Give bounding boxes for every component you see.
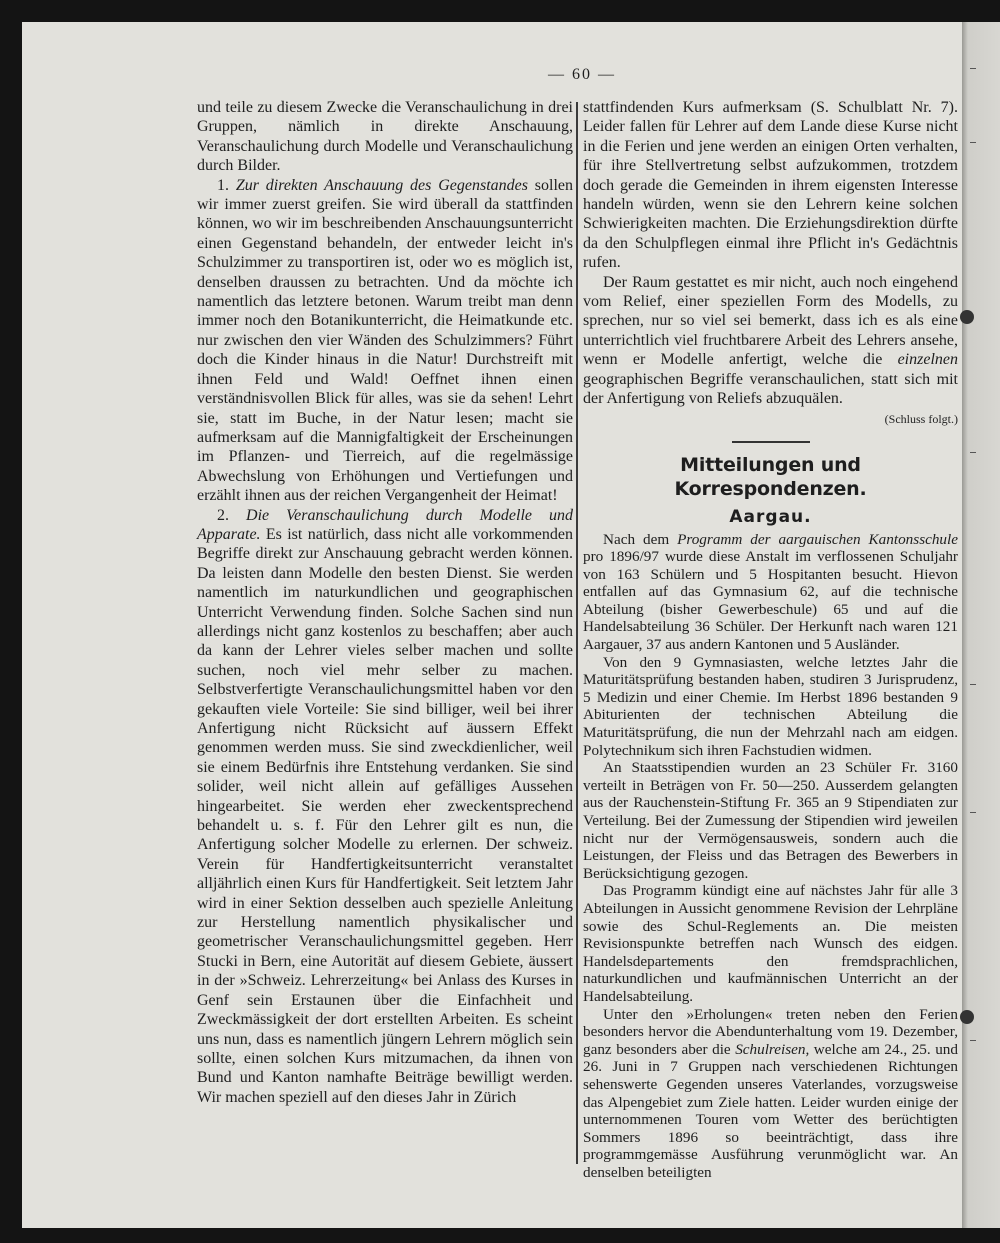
section-title: Mitteilungen und Korrespondenzen. [674,453,867,500]
paragraph-text: Es ist natürlich, dass nicht alle vorkommenden Begriffe direkt zur Anschauung gebracht werden können. Da leisten dann Modelle den besten Dienst. Sie werden namentlich im naturkundlichen und geographischen Unterricht Verwendung finden. Solche Sachen sind nun allerdings nicht ganz kostenlos zu beschaffen; aber auch da kann der Lehrer vieles selber machen und sollte suchen, noch viel mehr selber zu machen. Selbstverfertigte Veranschaulichungsmittel haben vor den gekauften viele Vorteile: Sie sind billiger, weil bei ihrer Anfertigung nicht Rücksicht auf äussern Effekt genommen werden muss. Sie sind zweckdienlicher, weil sie einem Bedürfnis ihre Entstehung verdanken. Sie sind solider, weil nicht allein auf gefälliges Aussehen hingearbeitet. Sie werden eher zweckentsprechend behandelt u. s. f. Für den Lehrer gilt es nun, die Anfertigung solcher Modelle zu erlernen. Der schweiz. Verein für Handfertigkeitsunterricht veranstaltet alljährlich einen Kurs für Handfertigkeit. Seit letztem Jahr wird in einer Sektion desselben auch spezielle Anleitung zur Herstellung namentlich physikalischer und geometrischer Veranschaulichungsmittel gegeben. Herr Stucki in Bern, eine Autorität auf diesem Gebiete, äussert in der »Schweiz. Lehrerzeitung« bei Anlass des Kurses in Genf sein Erstaunen über die Einfachheit und Zweckmässigkeit der dort erstellten Arbeiten. Es scheint uns nun, dass es namentlich jüngern Lehrern möglich sein sollte, einen solchen Kurs mitzumachen, da ihnen von Bund und Kanton namhafte Beiträge bewilligt werden. Wir machen speziell auf den dieses Jahr in Zürich [197,525,573,1106]
left-column [197,98,573,1107]
paragraph-models [197,506,573,1108]
binding-hole [960,310,974,324]
list-number: 2. [217,506,247,524]
paragraph-intro: und teile zu diesem Zwecke die Veranschaulichung in drei Gruppen, nämlich in direkte Anschauung, Veranschaulichung durch Modelle und Veranschaulichung durch Bilder. [197,99,573,175]
paragraph-direct-observation [197,176,573,506]
continuation-note: (Schluss folgt.) [884,411,958,426]
binding-hole [960,1010,974,1024]
emphasis-text: Programm der aargauischen Kantonsschule [677,530,958,548]
paragraph-graduates: Von den 9 Gymnasiasten, welche letztes Jahr die Maturitätsprüfung bestanden haben, studiren 3 Jurisprudenz, 5 Medizin und einer Chemie. Im Herbst 1896 bestanden 9 Abiturienten der technischen Abteilung die Maturitätsprüfung, die nun der Mehrzahl nach am eidgen. Polytechnikum sich ihren Fachstudien widmen. [583,653,958,759]
paragraph-enrollment: Nach dem Programm der aargauischen Kantonsschule pro 1896/97 wurde diese Anstalt im verflossenen Schuljahr von 163 Schülern und 5 Hospitanten besucht. Hievon entfallen auf das Gymnasium 62, auf die technische Abteilung (bisher Gewerbeschule) 65 und auf die Handelsabteilung 36 Schüler. Der Herkunft nach waren 121 Aargauer, 37 aus andern Kantonen und 5 Ausländer. [583,530,958,654]
page-sheet [22,22,962,1228]
paragraph-text: sollen wir immer zuerst greifen. Sie wird überall da stattfinden können, wo wir im beschreibenden Anschauungsunterricht einen Gegenstand behandeln, der entweder leicht in's Schulzimmer zu transportiren ist, oder wo es möglich ist, denselben draussen zu betrachten. Und da möchte ich namentlich das letztere betonen. Warum treibt man denn immer noch den Botanikunterricht, die Heimatkunde etc. nur zwischen den vier Wänden des Schulzimmers? Führt doch die Kinder hinaus in die Natur! Durchstreift mit ihnen Feld und Wald! Oeffnet ihnen einen verständnisvollen Blick für alles, was sie da sehen! Lehrt sie, statt im Buche, in der Natur lesen; macht sie aufmerksam auf die Mannigfaltigkeit der Erscheinungen im Pflanzen- und Tierreich, auf die regelmässige Abwechslung von Erhöhungen und Vertiefungen und erzählt ihnen aus der reichen Vergangenheit der Heimat! [197,176,574,505]
paragraph-stipends: An Staatsstipendien wurden an 23 Schüler Fr. 3160 verteilt in Beträgen von Fr. 50—250. Ausserdem gelangten aus der Rauchenstein-Stiftung Fr. 365 an 9 Stipendiaten zur Verteilung. Bei der Zumessung der Stipendien wird jeweilen nicht nur der Vermögensausweis, sondern auch die Leistungen, der Fleiss und das Betragen des Bewerbers in Berücksichtigung gezogen. [583,759,958,882]
next-page-edge [962,22,1000,1228]
page-number: — 60 — [548,66,616,83]
emphasis-text: einzelnen [897,351,958,369]
section-heading-direct-observation: Zur direkten Anschauung des Gegenstandes [235,176,528,194]
subsection-title: Aargau. [729,506,812,527]
paragraph-continuation: stattfindenden Kurs aufmerksam (S. Schulblatt Nr. 7). Leider fallen für Lehrer auf dem Lande diese Kurse nicht in die Ferien und jene werden an einigen Orten verhalten, für ihre Stellvertretung selbst aufzukommen, trotzdem doch gerade die Gemeinden in ihrem eigensten Interesse handeln würden, wenn sie den Lehrern keine solchen Schwierigkeiten machten. Die Erziehungsdirektion dürfte da den Schulpflegen einmal ihre Pflicht in's Gedächtnis rufen. [583,99,958,272]
column-divider [576,102,578,1164]
aargau-report [583,531,958,1182]
emphasis-text: Schulreisen, [735,1040,810,1058]
paragraph-relief: Der Raum gestattet es mir nicht, auch noch eingehend vom Relief, einer speziellen Form des Modells, zu sprechen, nur so viel sei bemerkt, dass ich es als eine unterrichtlich viel fruchtbarere Arbeit des Lehrers ansehe, wenn er Modelle anfertigt, welche die einzelnen geographischen Begriffe veranschaulichen, statt sich mit der Anfertigung von Reliefs abzuquälen. [583,273,958,408]
section-heading-models: Die Veranschaulichung durch Modelle und Apparate. [197,506,574,543]
paragraph-program: Das Programm kündigt eine auf nächstes Jahr für alle 3 Abteilungen in Aussicht genommene Revision der Lehrpläne sowie des Schul-Reglements an. Die meisten Revisionspunkte betreffen nach Wunsch des eidgen. Handelsdepartements den fremdsprachlichen, naturkundlichen und kaufmännischen Unterricht an der Handelsabteilung. [583,882,958,1005]
paragraph-excursions: Unter den »Erholungen« treten neben den Ferien besonders hervor die Abendunterhaltung vom 19. Dezember, ganz besonders aber die Schulreisen, welche am 24., 25. und 26. Juni in 7 Gruppen nach verschiedenen Richtungen sehenswerte Gegenden unseres Vaterlandes, vorzugsweise das Alpengebiet zum Ziele hatten. Leider wurden einige der unternommenen Touren vom Wetter des berüchtigten Sommers 1896 so beeinträchtigt, dass ihre programmgemässe Ausführung verunmöglicht war. An denselben beteiligten [583,1005,958,1181]
section-rule [732,441,810,443]
list-number: 1. [217,176,236,194]
right-column [583,98,958,1181]
